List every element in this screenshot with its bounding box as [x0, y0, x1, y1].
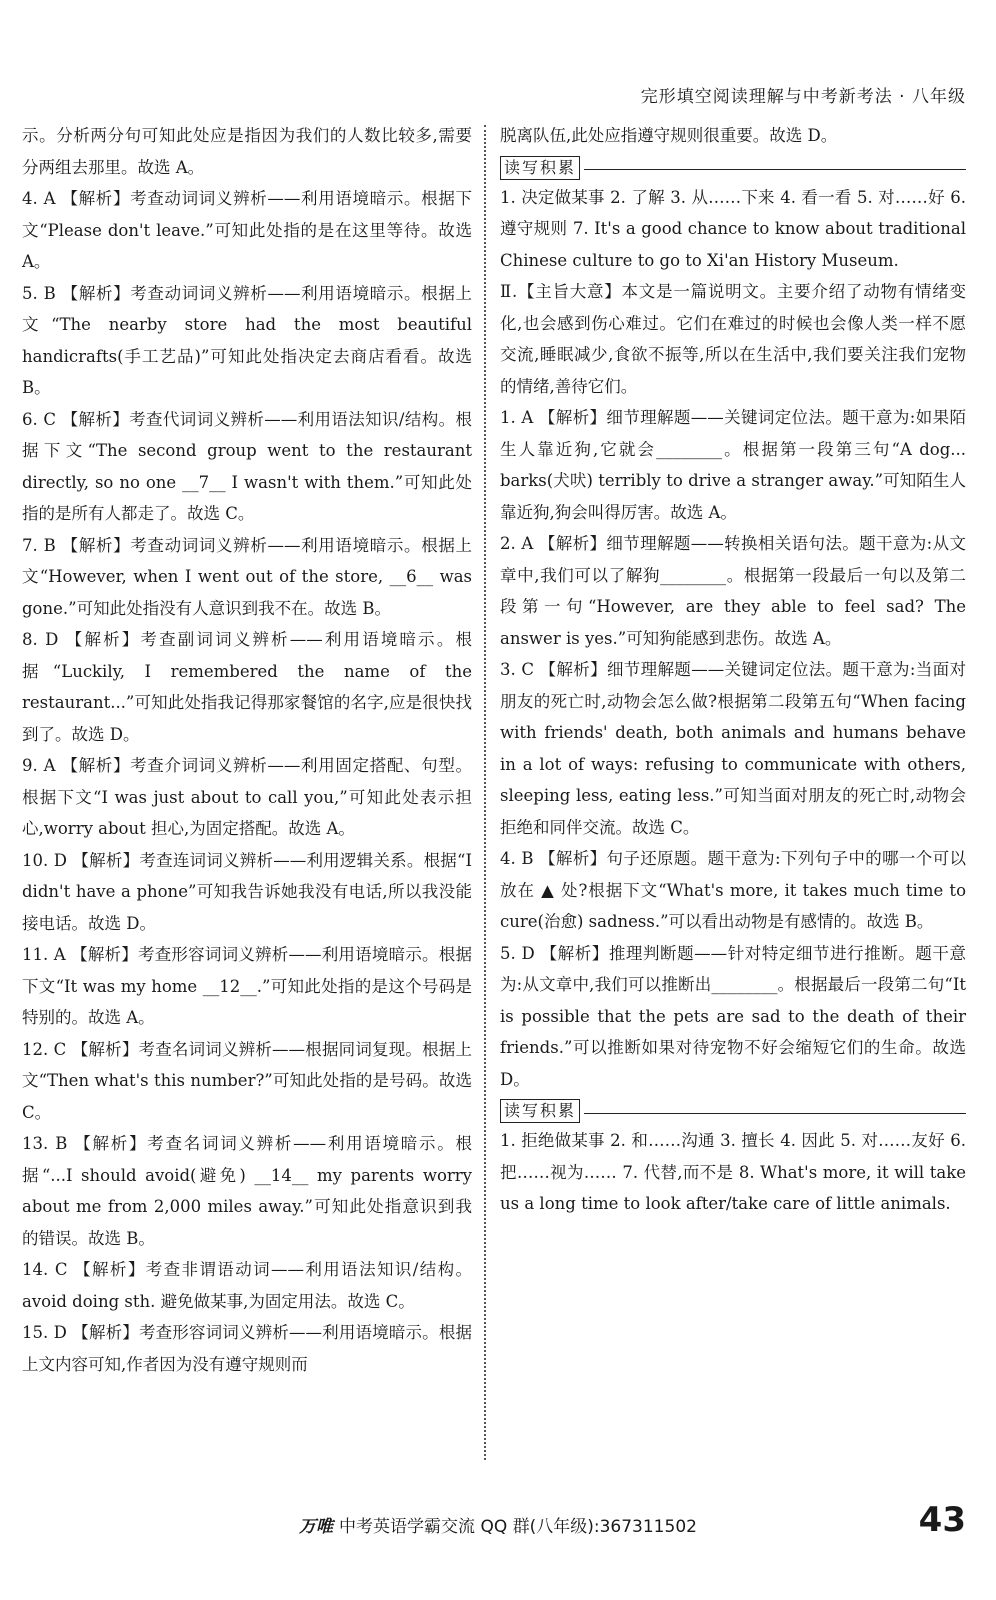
page-number: 43 [918, 1500, 966, 1540]
answer-14: 14. C 【解析】考查非谓语动词——利用语法知识/结构。avoid doing sth. 避免做某事,为固定用法。故选 C。 [22, 1260, 472, 1311]
answer-13: 13. B 【解析】考查名词词义辨析——利用语境暗示。根据“...I should avoid(避免) __14__ my parents worry about me from 2,000 miles away.”可知此处指意识到我的错误。故选 B。 [22, 1134, 472, 1248]
answer-6: 6. C 【解析】考查代词词义辨析——利用语法知识/结构。根据下文“The second group went to the restaurant directly, so no one __7__ I wasn't with them.”可知此处指的是所有人都走了。故选 C。 [22, 409, 472, 523]
answer-11: 11. A 【解析】考查形容词词义辨析——利用语境暗示。根据下文“It was my home __12__.”可知此处指的是这个号码是特别的。故选 A。 [22, 945, 472, 1027]
main-idea: Ⅱ.【主旨大意】本文是一篇说明文。主要介绍了动物有情绪变化,也会感到伤心难过。它们在难过的时候也会像人类一样不愿交流,睡眠减少,食欲不振等,所以在生活中,我们要关注我们宠物的情绪,善待它们。 [500, 282, 966, 396]
accumulation-list-2: 1. 拒绝做某事 2. 和……沟通 3. 擅长 4. 因此 5. 对……友好 6. 把……视为…… 7. 代替,而不是 8. What's more, it will take us a long time to look after/take care of little animals. [500, 1131, 966, 1213]
answer-II-5: 5. D 【解析】推理判断题——针对特定细节进行推断。题干意为:从文章中,我们可以推断出________。根据最后一段第二句“It is possible that the pets are sad to the death of their friends.”可以推断如果对待宠物不好会缩短它们的生命。故选 D。 [500, 943, 966, 1089]
answer-II-3: 3. C 【解析】细节理解题——关键词定位法。题干意为:当面对朋友的死亡时,动物会怎么做?根据第二段第五句“When facing with friends' death, both animals and humans behave in a lot of ways: refusing to communicate with others, sleeping less, eating less.”可知当面对朋友的死亡时,动物会拒绝和同伴交流。故选 C。 [500, 660, 966, 837]
answer-5: 5. B 【解析】考查动词词义辨析——利用语境暗示。根据上文“The nearby store had the most beautiful handicrafts(手工艺品)”可知此处指决定去商店看看。故选 B。 [22, 283, 472, 397]
accumulation-label: 读写积累 [500, 1099, 580, 1123]
answer-II-1: 1. A 【解析】细节理解题——关键词定位法。题干意为:如果陌生人靠近狗,它就会________。根据第一段第三句“A dog... barks(犬吠) terribly to drive a stranger away.”可知陌生人靠近狗,狗会叫得厉害。故选 A。 [500, 408, 966, 522]
running-header: 完形填空阅读理解与中考新考法 · 八年级 [640, 87, 966, 107]
footer-text: 中考英语学霸交流 QQ 群(八年级):367311502 [339, 1517, 697, 1537]
answer-8: 8. D 【解析】考查副词词义辨析——利用语境暗示。根据“Luckily, I remembered the name of the restaurant...”可知此处指我记得那家餐馆的名字,应是很快找到了。故选 D。 [22, 630, 472, 744]
page-footer [0, 1512, 996, 1537]
answer-II-2: 2. A 【解析】细节理解题——转换相关语句法。题干意为:从文章中,我们可以了解狗________。根据第一段最后一句以及第二段第一句“However, are they able to feel sad? The answer is yes.”可知狗能感到悲伤。故选 A。 [500, 534, 966, 648]
accumulation-heading-2 [500, 1095, 966, 1125]
heading-rule [584, 169, 966, 170]
heading-rule [584, 1113, 966, 1114]
column-divider [484, 125, 486, 1460]
answer-15: 15. D 【解析】考查形容词词义辨析——利用语境暗示。根据上文内容可知,作者因为没有遵守规则而 [22, 1323, 472, 1374]
accumulation-label: 读写积累 [500, 156, 580, 180]
answer-4: 4. A 【解析】考查动词词义辨析——利用语境暗示。根据下文“Please don't leave.”可知此处指的是在这里等待。故选 A。 [22, 189, 472, 271]
accumulation-heading-1 [500, 152, 966, 182]
right-column [500, 120, 966, 1220]
left-column [22, 120, 472, 1380]
answer-II-4: 4. B 【解析】句子还原题。题干意为:下列句子中的哪一个可以放在 ▲ 处?根据下文“What's more, it takes much time to cure(治愈) sadness.”可以看出动物是有感情的。故选 B。 [500, 849, 966, 931]
answer-12: 12. C 【解析】考查名词词义辨析——根据同词复现。根据上文“Then what's this number?”可知此处指的是号码。故选 C。 [22, 1039, 472, 1122]
accumulation-list-1: 1. 决定做某事 2. 了解 3. 从……下来 4. 看一看 5. 对……好 6. 遵守规则 7. It's a good chance to know about traditional Chinese culture to go to Xi'an History Museum. [500, 187, 966, 270]
answer-15-tail: 脱离队伍,此处应指遵守规则很重要。故选 D。 [500, 126, 838, 145]
answer-3-tail: 示。分析两分句可知此处应是指因为我们的人数比较多,需要分两组去那里。故选 A。 [22, 126, 472, 177]
answer-10: 10. D 【解析】考查连词词义辨析——利用逻辑关系。根据“I didn't have a phone”可知我告诉她我没有电话,所以我没能接电话。故选 D。 [22, 850, 472, 933]
answer-9: 9. A 【解析】考查介词词义辨析——利用固定搭配、句型。根据下文“I was just about to call you,”可知此处表示担心,worry about 担心,为固定搭配。故选 A。 [22, 756, 472, 838]
answer-7: 7. B 【解析】考查动词词义辨析——利用语境暗示。根据上文“However, when I went out of the store, __6__ was gone.”可知此处指没有人意识到我不在。故选 B。 [22, 535, 472, 618]
brand-logo: 万唯 [299, 1517, 334, 1537]
